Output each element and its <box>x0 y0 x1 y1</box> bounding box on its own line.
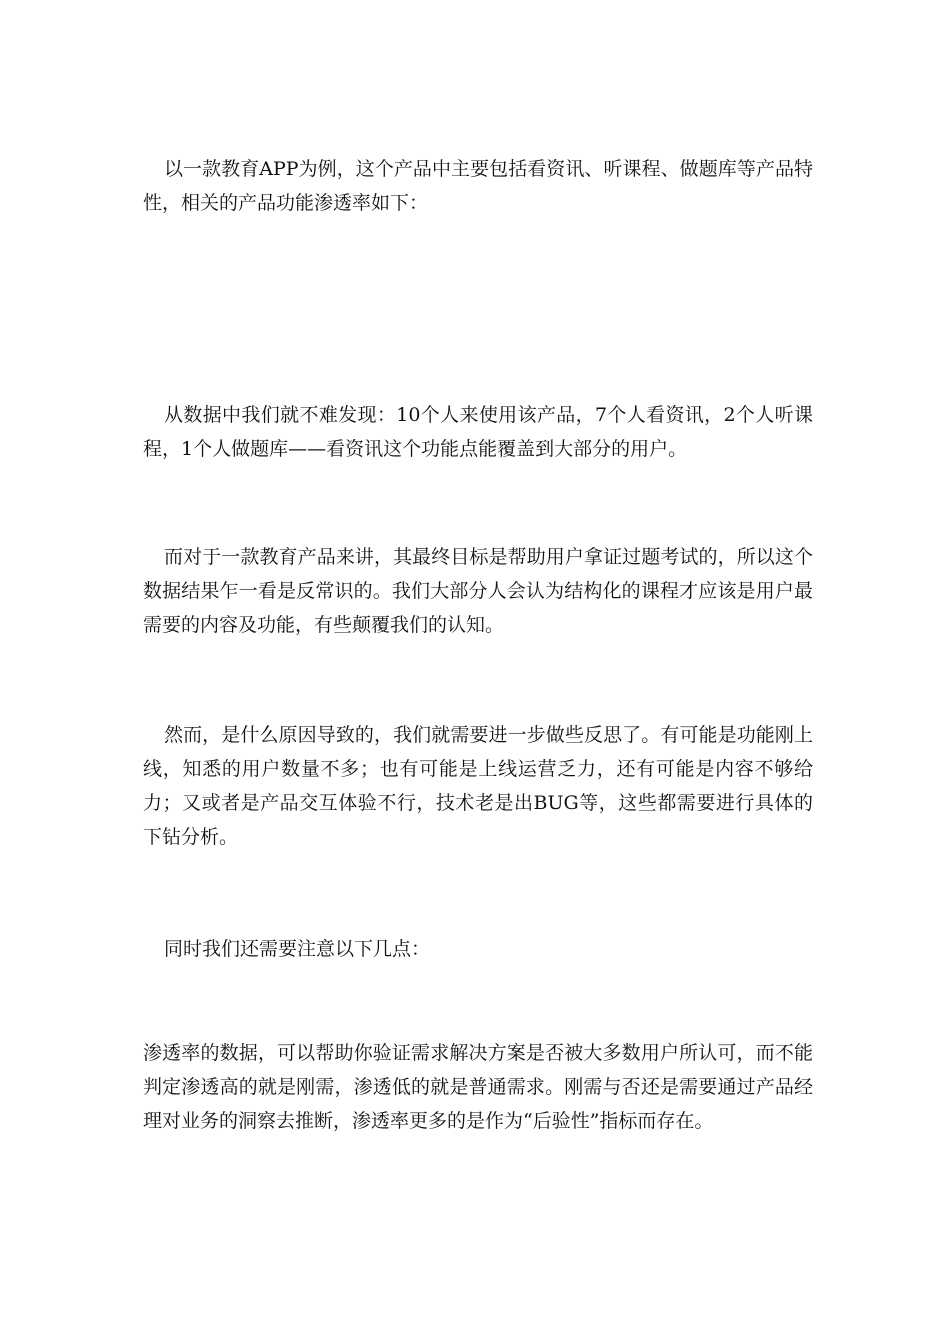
paragraph-reasons: 然而，是什么原因导致的，我们就需要进一步做些反思了。有可能是功能刚上线，知悉的用户数量不多；也有可能是上线运营乏力，还有可能是内容不够给力；又或者是产品交互体验不行，技术老是出BUG等，这些都需要进行具体的下钻分析。 <box>143 724 813 848</box>
paragraph-intro: 以一款教育APP为例，这个产品中主要包括看资讯、听课程、做题库等产品特性，相关的产品功能渗透率如下： <box>143 158 813 214</box>
paragraph-penetration-conclusion: 渗透率的数据，可以帮助你验证需求解决方案是否被大多数用户所认可，而不能判定渗透高的就是刚需，渗透低的就是普通需求。刚需与否还是需要通过产品经理对业务的洞察去推断，渗透率更多的是作为“后验性”指标而存在。 <box>143 1042 813 1132</box>
paragraph-data-findings: 从数据中我们就不难发现：10个人来使用该产品，7个人看资讯，2个人听课程，1个人做题库——看资讯这个功能点能覆盖到大部分的用户。 <box>143 404 813 460</box>
paragraph-counterintuitive: 而对于一款教育产品来讲，其最终目标是帮助用户拿证过题考试的，所以这个数据结果乍一看是反常识的。我们大部分人会认为结构化的课程才应该是用户最需要的内容及功能，有些颠覆我们的认知。 <box>143 546 813 636</box>
paragraph-notes-heading: 同时我们还需要注意以下几点： <box>164 938 431 960</box>
